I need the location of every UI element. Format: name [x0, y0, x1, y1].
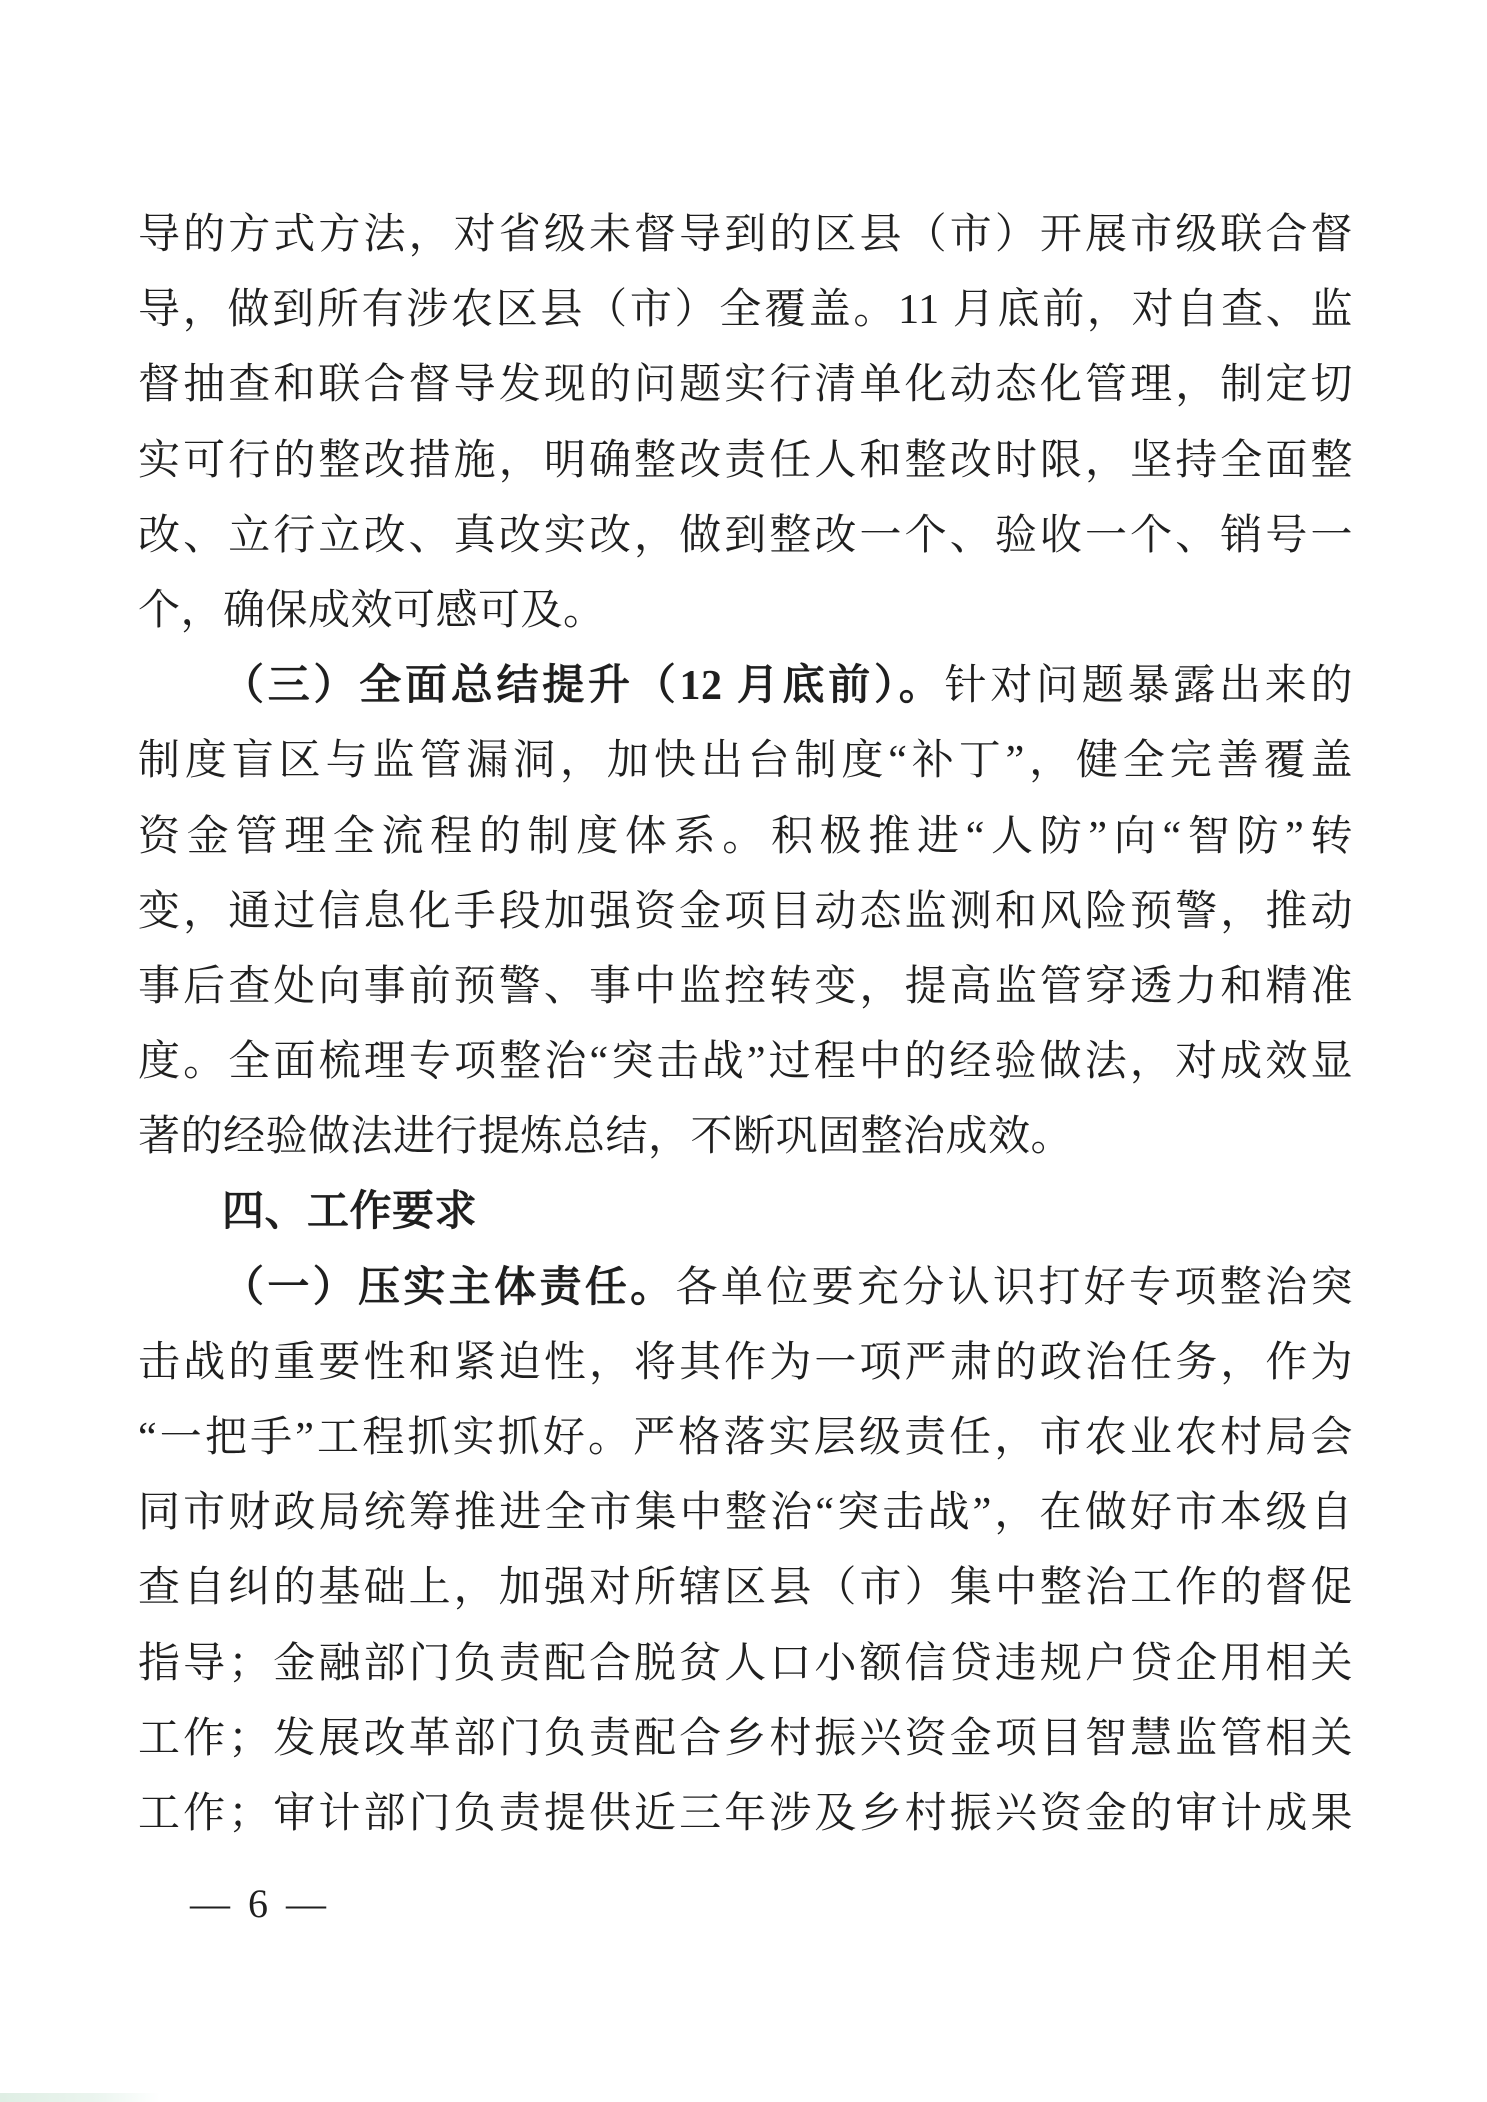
line-segment: 资金管理全流程的制度体系。积极推进“人防”向“智防”转: [138, 813, 1353, 860]
document-line: [138, 1551, 1353, 1626]
line-segment: 变，通过信息化手段加强资金项目动态监测和风险预警，推动: [138, 888, 1353, 935]
line-segment: 度。全面梳理专项整治“突击战”过程中的经验做法，对成效显: [138, 1039, 1353, 1086]
document-line: [138, 1627, 1353, 1702]
document-line: [138, 1326, 1353, 1401]
document-line: [138, 574, 1353, 649]
line-segment: 著的经验做法进行提炼总结，不断巩固整治成效。: [138, 1114, 1074, 1161]
document-line: [138, 1175, 1353, 1250]
document-line: [138, 1702, 1353, 1777]
document-line: [138, 499, 1353, 574]
line-segment: 实可行的整改措施，明确整改责任人和整改时限，坚持全面整: [138, 437, 1353, 484]
document-body: [138, 198, 1353, 1852]
line-segment: 指导；金融部门负责配合脱贫人口小额信贷违规户贷企用相关: [138, 1640, 1353, 1687]
line-segment: 改、立行立改、真改实改，做到整改一个、验收一个、销号一: [138, 512, 1353, 559]
document-line: [138, 800, 1353, 875]
document-line: [138, 1777, 1353, 1852]
line-segment: “一把手”工程抓实抓好。严格落实层级责任，市农业农村局会: [138, 1415, 1353, 1461]
line-segment: 查自纠的基础上，加强对所辖区县（市）集中整治工作的督促: [138, 1565, 1353, 1612]
line-segment: 各单位要充分认识打好专项整治突: [675, 1264, 1353, 1311]
line-segment: 督抽查和联合督导发现的问题实行清单化动态化管理，制定切: [138, 362, 1353, 409]
document-line: [138, 198, 1353, 273]
line-segment: 击战的重要性和紧迫性，将其作为一项严肃的政治任务，作为: [138, 1339, 1353, 1386]
line-segment: 导的方式方法，对省级未督导到的区县（市）开展市级联合督: [138, 212, 1353, 258]
document-line: [138, 273, 1353, 348]
line-segment: 个，确保成效可感可及。: [138, 587, 606, 634]
document-line: [138, 950, 1353, 1025]
line-segment: 同市财政局统筹推进全市集中整治“突击战”，在做好市本级自: [138, 1490, 1353, 1537]
document-line: [138, 1251, 1353, 1326]
document-line: [138, 1100, 1353, 1175]
document-line: [138, 348, 1353, 423]
document-line: [138, 875, 1353, 950]
line-segment: 制度盲区与监管漏洞，加快出台制度“补丁”，健全完善覆盖: [138, 738, 1353, 785]
document-line: [138, 1476, 1353, 1551]
page-number: — 6 —: [190, 1881, 330, 1926]
scan-artifact: [0, 2093, 160, 2102]
line-segment: 工作；审计部门负责提供近三年涉及乡村振兴资金的审计成果: [138, 1790, 1353, 1837]
document-line: [138, 649, 1353, 724]
document-line: [138, 724, 1353, 799]
line-segment: 针对问题暴露出来的: [944, 663, 1353, 710]
line-segment-bold: 四、工作要求: [222, 1189, 478, 1236]
line-segment-bold: （三）全面总结提升（12 月底前）。: [222, 663, 945, 710]
line-segment-bold: （一）压实主体责任。: [222, 1264, 676, 1311]
line-segment: 工作；发展改革部门负责配合乡村振兴资金项目智慧监管相关: [138, 1715, 1353, 1762]
line-segment: 事后查处向事前预警、事中监控转变，提高监管穿透力和精准: [138, 963, 1353, 1010]
document-line: [138, 1401, 1353, 1476]
document-line: [138, 1025, 1353, 1100]
document-line: [138, 424, 1353, 499]
line-segment: 导，做到所有涉农区县（市）全覆盖。11 月底前，对自查、监: [138, 287, 1353, 334]
